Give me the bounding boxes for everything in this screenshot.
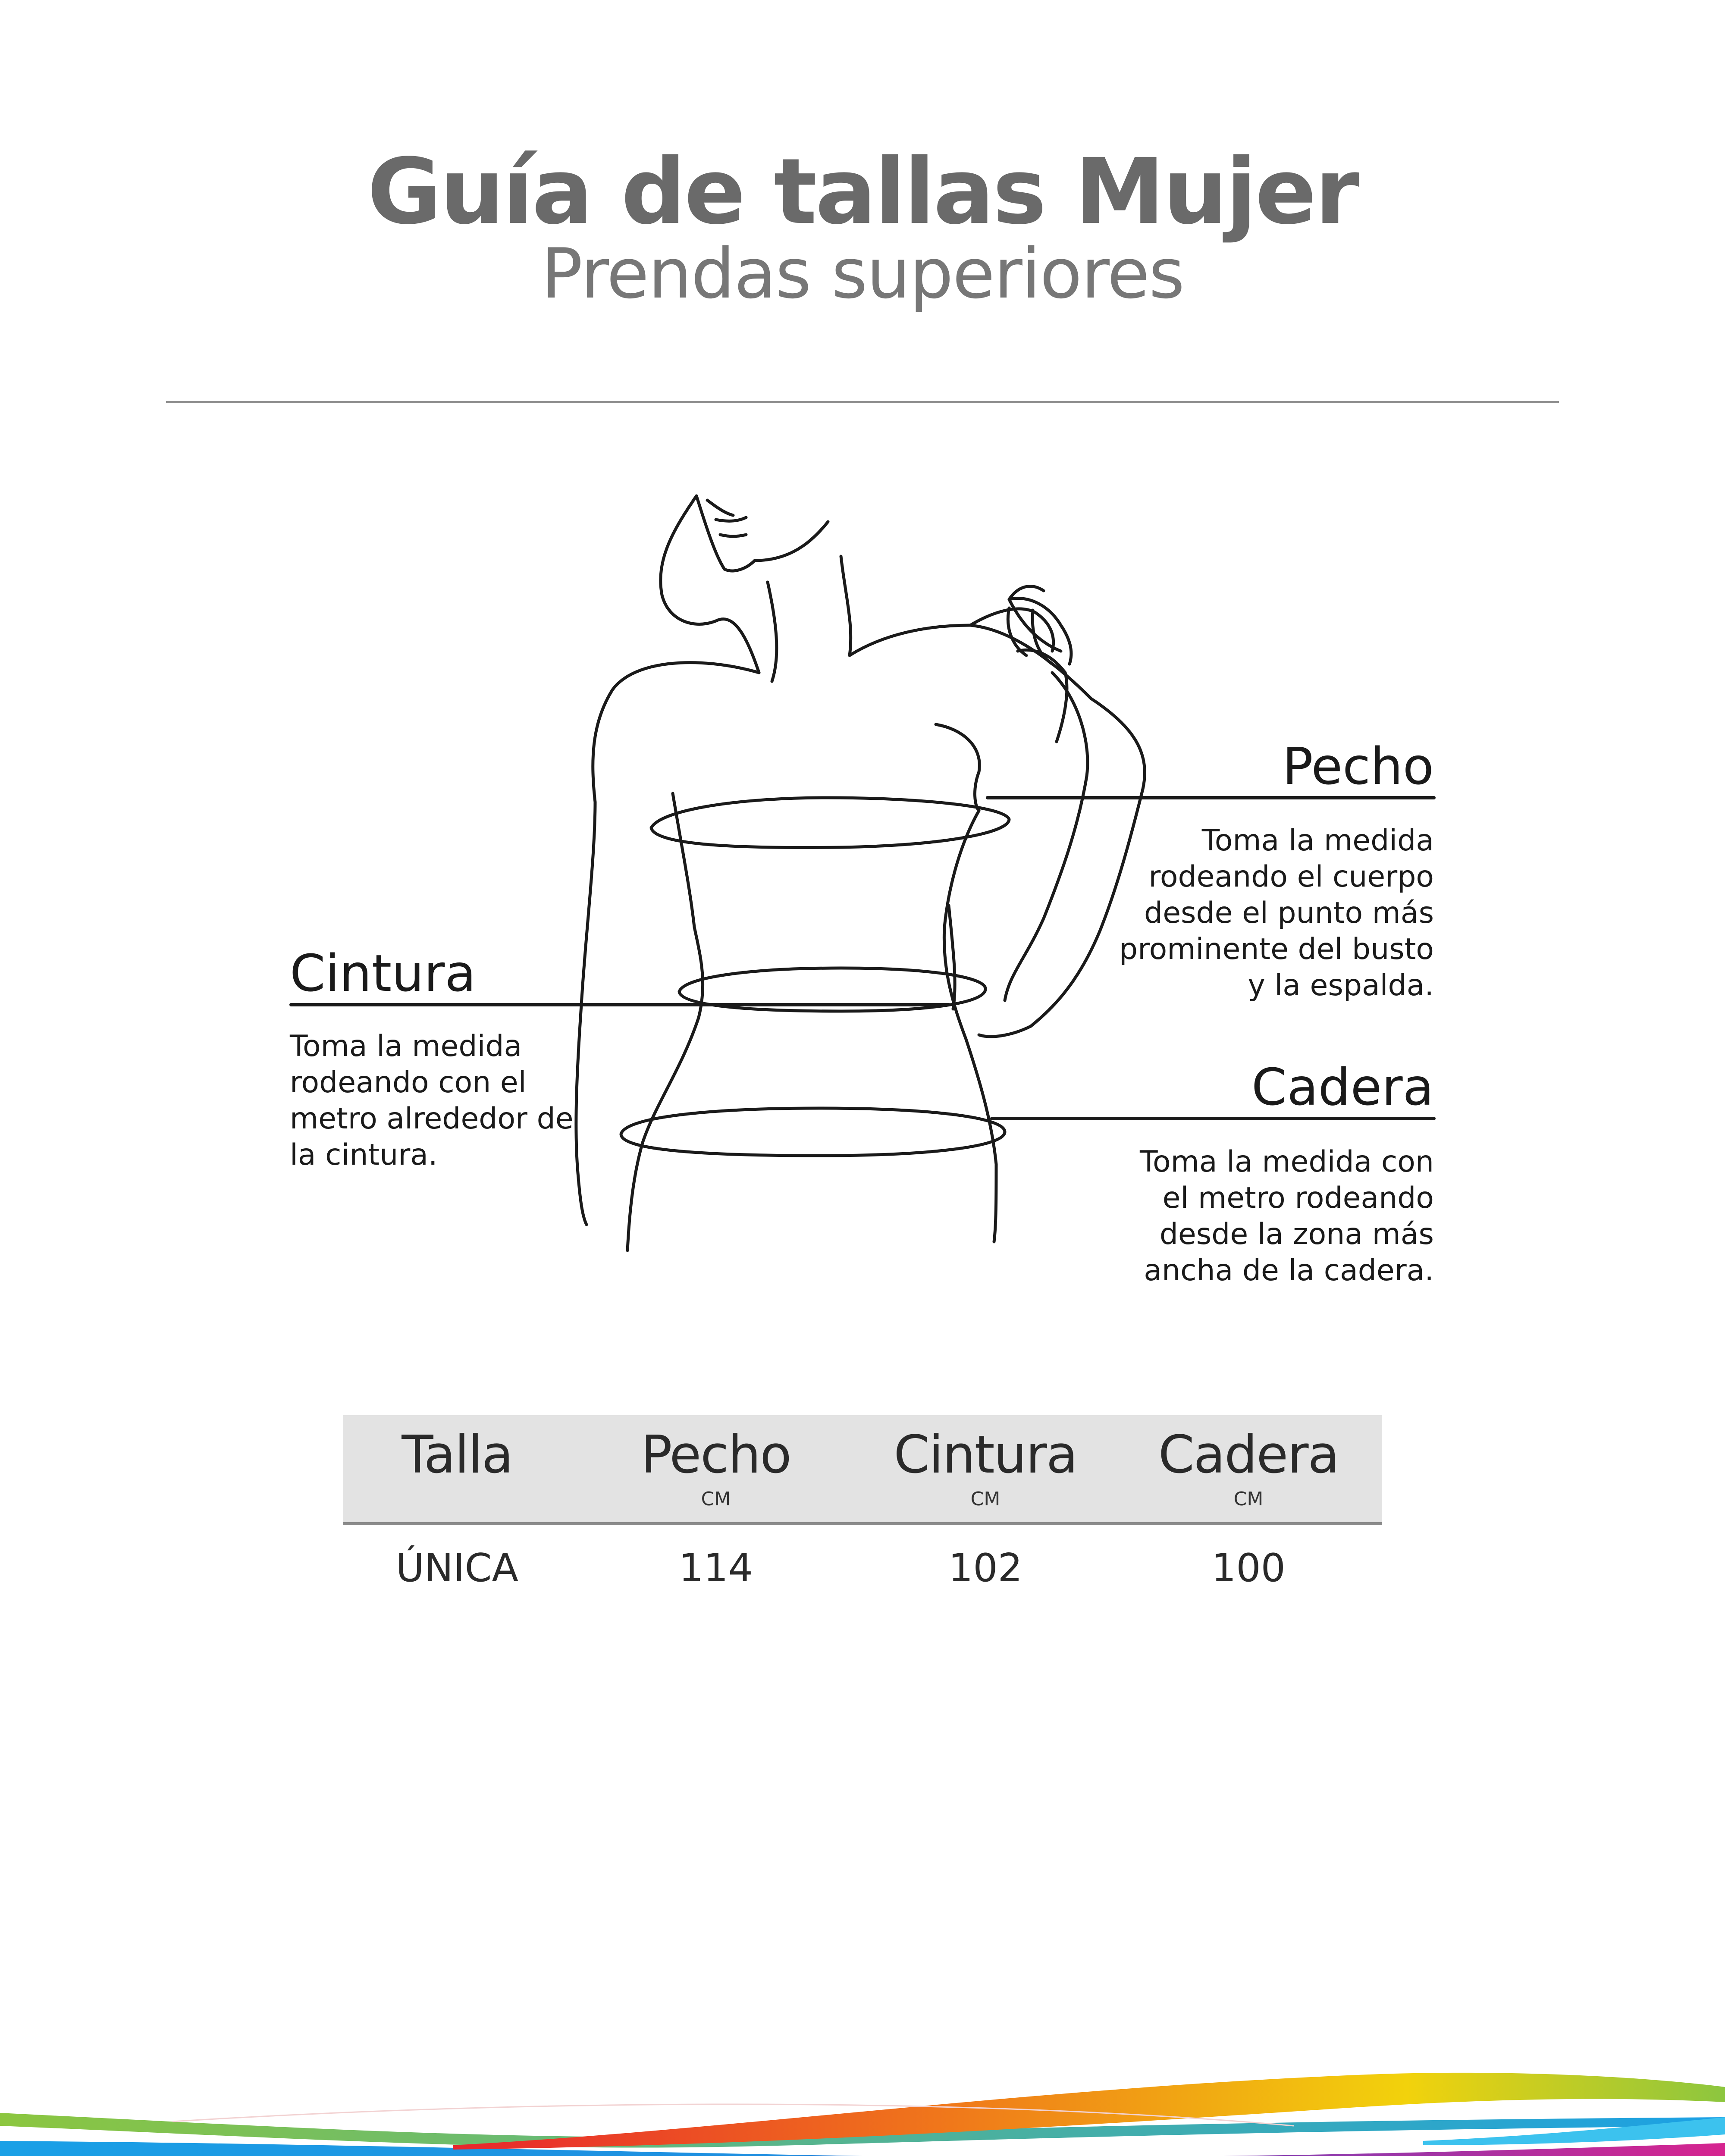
cintura-label: Cintura	[290, 943, 476, 1003]
table-header-talla: Talla	[401, 1425, 513, 1485]
chest-ring	[651, 798, 1009, 848]
table-cell-cadera: 100	[1211, 1545, 1286, 1591]
table-unit-pecho: CM	[701, 1488, 731, 1510]
table-unit-cadera: CM	[1233, 1488, 1264, 1510]
table-header-cintura: Cintura	[894, 1425, 1077, 1485]
table-header-cadera: Cadera	[1158, 1425, 1339, 1485]
cadera-label: Cadera	[1251, 1057, 1434, 1117]
pecho-description: Toma la medida rodeando el cuerpo desde el punto más prominente del busto y la espalda.	[1119, 824, 1434, 1003]
table-cell-cintura: 102	[948, 1545, 1022, 1591]
table-cell-pecho: 114	[679, 1545, 753, 1591]
rainbow-wave-decoration	[0, 2061, 1725, 2156]
cintura-description: Toma la medida rodeando con el metro alrededor de la cintura.	[290, 1029, 574, 1172]
pecho-label: Pecho	[1282, 736, 1434, 796]
page-subtitle: Prendas superiores	[541, 233, 1184, 314]
hip-ring	[621, 1108, 1005, 1156]
table-unit-cintura: CM	[970, 1488, 1000, 1510]
page-title: Guía de tallas Mujer	[367, 139, 1358, 244]
cadera-description: Toma la medida con el metro rodeando desde la zona más ancha de la cadera.	[1140, 1145, 1434, 1288]
table-cell-talla: ÚNICA	[395, 1545, 519, 1591]
table-header-pecho: Pecho	[641, 1425, 791, 1485]
size-table-divider	[343, 1522, 1382, 1525]
